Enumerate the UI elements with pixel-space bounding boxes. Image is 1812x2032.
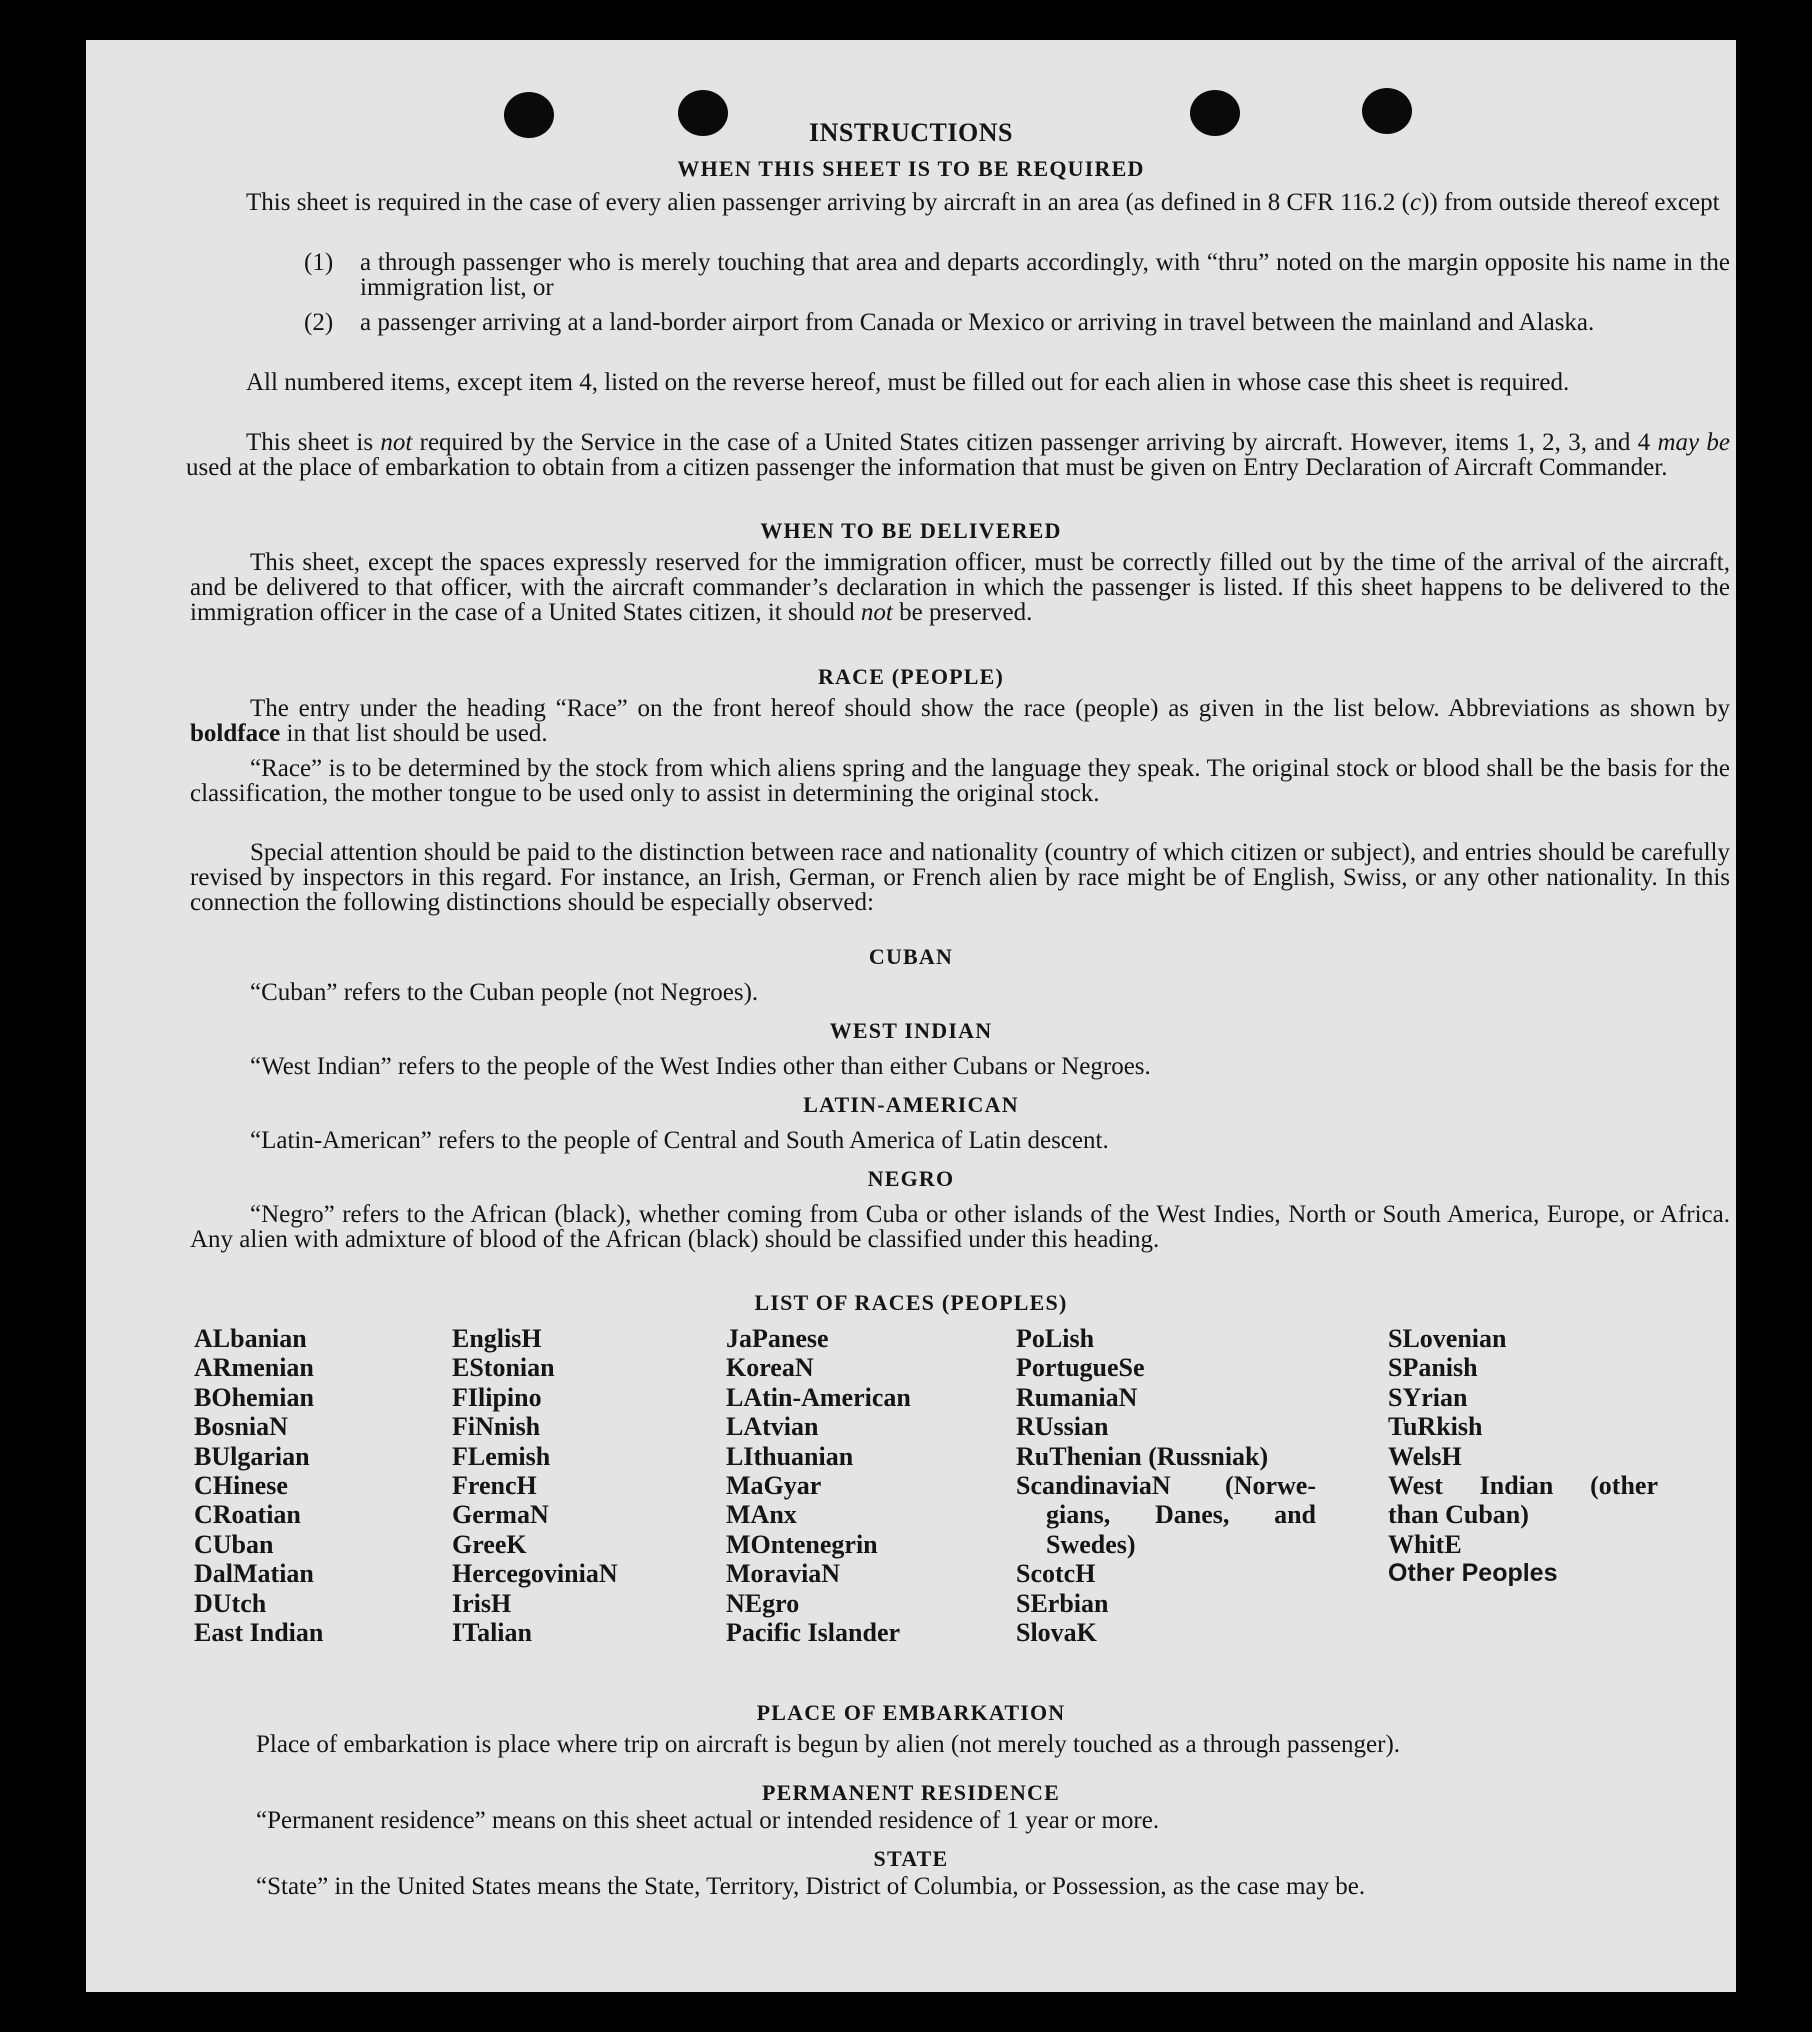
race-entry: LAtin-American [726,1382,911,1412]
paragraph-negro: “Negro” refers to the African (black), whether coming from Cuba or other islands of the West Indies, North or South America, Europe, or Africa. Any alien with admixture of blood of the African (black) should be classified under this heading. [190,1201,1730,1253]
race-entry: LIthuanian [726,1441,854,1471]
race-entry: GreeK [452,1529,527,1559]
heading-embarkation: PLACE OF EMBARKATION [756,1700,1066,1725]
heading-residence: PERMANENT RESIDENCE [761,1780,1061,1805]
race-entry: HercegoviniaN [452,1559,618,1589]
race-entry: ScandinaviaN (Norwe- [1016,1471,1316,1501]
race-entry: ScotcH [1016,1559,1096,1589]
race-entry: West Indian (other [1388,1471,1658,1501]
paragraph-race-3: Special attention should be paid to the distinction between race and nationality (country of which citizen or subject), and entries should be carefully revised by inspectors in this regard. For instance, an Irish, German, or French alien by race might be of English, Swiss, or any other nationality. In this connection the following distinctions should be especially observed: [190,839,1730,916]
race-entry: CHinese [194,1471,288,1501]
race-entry: NEgro [726,1588,800,1618]
document-page [86,40,1736,1992]
heading-state: STATE [873,1846,949,1871]
race-entry: DalMatian [194,1559,314,1589]
paragraph-required-3: This sheet is not required by the Service in the case of a United States citizen passenger arriving by aircraft. However, items 1, 2, 3, and 4 may be used at the place of embarkation to obtain from a citizen passenger the information that must be given on Entry Declaration of Aircraft Commander. [186,429,1730,481]
race-entry: BosniaN [194,1412,288,1442]
race-entry: EnglisH [452,1324,542,1353]
paragraph-embarkation: Place of embarkation is place where trip on aircraft is begun by alien (not merely touched as a through passenger). [256,1731,1401,1758]
race-column-4 [1016,1324,1316,1647]
paragraph-residence: “Permanent residence” means on this sheet actual or intended residence of 1 year or more. [256,1807,1160,1834]
paragraph-cuban: “Cuban” refers to the Cuban people (not Negroes). [250,979,759,1006]
race-column-2 [452,1324,712,1647]
race-entry: Swedes) [1046,1529,1136,1559]
race-column-3 [726,1324,1006,1647]
race-entry: WhitE [1388,1529,1462,1559]
race-entry: SYrian [1388,1382,1468,1412]
race-entry: GermaN [452,1500,549,1530]
paragraph-state: “State” in the United States means the State, Territory, District of Columbia, or Possession, as the case may be. [256,1873,1366,1900]
race-entry: SErbian [1016,1588,1109,1618]
heading-negro: NEGRO [867,1166,955,1191]
paragraph-west-indian: “West Indian” refers to the people of the West Indies other than either Cubans or Negroes. [250,1053,1151,1080]
race-entry: MoraviaN [726,1559,841,1589]
race-entry: East Indian [194,1618,324,1648]
race-entry: DUtch [194,1588,267,1618]
paragraph-delivered: This sheet, except the spaces expressly reserved for the immigration officer, must be correctly filled out by the time of the arrival of the aircraft, and be delivered to that officer, with the aircraft commander’s declaration in which the passenger is listed. If this sheet happens to be delivered to the immigration officer in the case of a United States citizen, it should not be preserved. [190,549,1730,626]
paragraph-race-1: The entry under the heading “Race” on the front hereof should show the race (people) as given in the list below. Abbreviations as shown by boldface in that list should be used. [190,695,1730,747]
race-entry: FrencH [452,1471,537,1501]
race-entry: MaGyar [726,1471,822,1501]
race-entry: PortugueSe [1016,1353,1145,1383]
race-entry: than Cuban) [1388,1500,1529,1530]
race-column-1 [194,1324,444,1647]
race-entry: WelsH [1388,1441,1462,1471]
race-entry: RumaniaN [1016,1382,1138,1412]
heading-latin-american: LATIN-AMERICAN [803,1092,1019,1117]
heading-delivered: WHEN TO BE DELIVERED [760,518,1062,543]
race-entry: EStonian [452,1353,555,1383]
list-item: (1) a through passenger who is merely touching that area and departs accordingly, with “thru” noted on the margin opposite his name in the immigration list, or [304,249,1730,301]
race-entry: MAnx [726,1500,797,1530]
race-entry: BUlgarian [194,1441,310,1471]
race-entry: KoreaN [726,1353,814,1383]
race-entry: JaPanese [726,1324,829,1353]
race-entry: Other Peoples [1388,1559,1558,1588]
heading-races-list: LIST OF RACES (PEOPLES) [754,1290,1068,1315]
race-entry: RuThenian (Russniak) [1016,1441,1269,1471]
race-entry: BOhemian [194,1382,314,1412]
heading-required: WHEN THIS SHEET IS TO BE REQUIRED [677,156,1145,181]
race-entry: CUban [194,1529,274,1559]
paragraph-required-2: All numbered items, except item 4, listed on the reverse hereof, must be filled out for each alien in whose case this sheet is required. [246,369,1570,396]
heading-race: RACE (PEOPLE) [817,664,1005,689]
race-entry: ALbanian [194,1324,307,1353]
race-entry: CRoatian [194,1500,301,1530]
race-entry: RUssian [1016,1412,1109,1442]
paragraph-race-2: “Race” is to be determined by the stock from which aliens spring and the language they speak. The original stock or blood shall be the basis for the classification, the mother tongue to be used only to assist in determining the original stock. [190,755,1730,807]
race-column-5 [1388,1324,1658,1589]
list-item: (2) a passenger arriving at a land-border airport from Canada or Mexico or arriving in travel between the mainland and Alaska. [304,309,1595,336]
race-entry: SLovenian [1388,1324,1507,1353]
race-entry: Pacific Islander [726,1618,901,1648]
race-entry: MOntenegrin [726,1529,878,1559]
paragraph-latin-american: “Latin-American” refers to the people of Central and South America of Latin descent. [250,1127,1109,1154]
paragraph-required-1: This sheet is required in the case of every alien passenger arriving by aircraft in an area (as defined in 8 CFR 116.2 (c)) from outside thereof except [246,189,1720,216]
race-entry: LAtvian [726,1412,819,1442]
race-entry: IrisH [452,1588,512,1618]
race-entry: ITalian [452,1618,532,1648]
race-entry: PoLish [1016,1324,1095,1353]
race-entry: FIlipino [452,1382,542,1412]
page-title: INSTRUCTIONS [809,118,1013,147]
race-entry: TuRkish [1388,1412,1483,1442]
heading-west-indian: WEST INDIAN [829,1018,993,1043]
race-entry: SPanish [1388,1353,1478,1383]
race-entry: FLemish [452,1441,551,1471]
race-entry: gians, Danes, and [1046,1500,1316,1530]
heading-cuban: CUBAN [868,944,954,969]
race-entry: ARmenian [194,1353,314,1383]
race-entry: SlovaK [1016,1618,1097,1648]
race-entry: FiNnish [452,1412,541,1442]
